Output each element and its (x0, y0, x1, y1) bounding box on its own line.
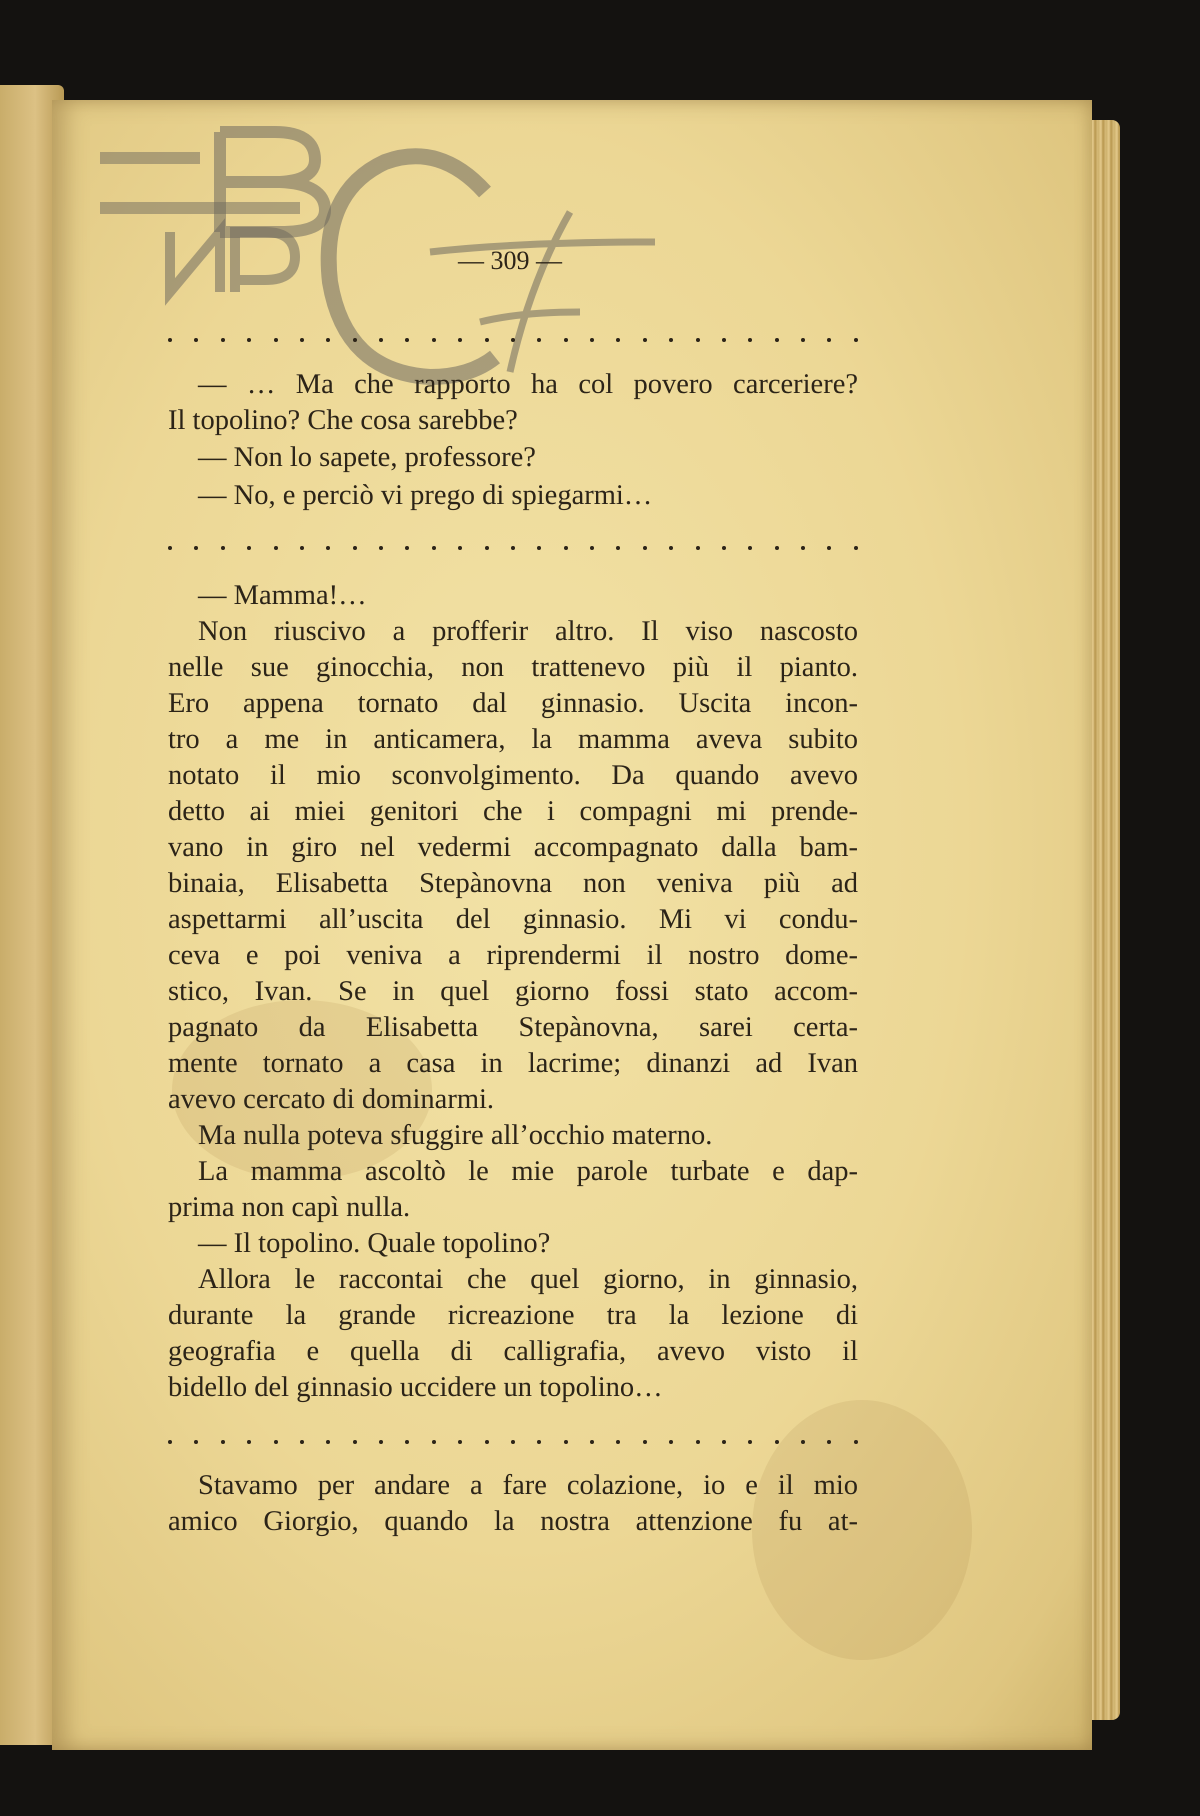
text-line: — Non lo sapete, professore? (198, 442, 536, 473)
text-line: Allora le raccontai che quel giorno, in ginnasio, (198, 1264, 858, 1295)
text-line: pagnato da Elisabetta Stepànovna, sarei certa- (168, 1012, 858, 1043)
text-line: tro a me in anticamera, la mamma aveva subito (168, 724, 858, 755)
text-line: notato il mio sconvolgimento. Da quando avevo (168, 760, 858, 791)
text-line: Ero appena tornato dal ginnasio. Uscita incon- (168, 688, 858, 719)
text-line: stico, Ivan. Se in quel giorno fossi stato accom- (168, 976, 858, 1007)
ellipsis-separator (168, 330, 858, 350)
text-line: aspettarmi all’uscita del ginnasio. Mi vi condu- (168, 904, 858, 935)
text-line: vano in giro nel vedermi accompagnato dalla bam- (168, 832, 858, 863)
text-line: binaia, Elisabetta Stepànovna non veniva più ad (168, 868, 858, 899)
text-line: — … Ma che rapporto ha col povero carceriere? (198, 369, 858, 400)
text-line: detto ai miei genitori che i compagni mi prende- (168, 796, 858, 827)
ellipsis-separator (168, 538, 858, 558)
text-line: Ma nulla poteva sfuggire all’occhio materno. (198, 1120, 713, 1151)
text-line: — Mamma!… (198, 580, 367, 611)
text-line: Il topolino? Che cosa sarebbe? (168, 405, 518, 436)
text-line: La mamma ascoltò le mie parole turbate e dap- (198, 1156, 858, 1187)
text-line: — Il topolino. Quale topolino? (198, 1228, 551, 1259)
text-line: nelle sue ginocchia, non trattenevo più il pianto. (168, 652, 858, 683)
text-line: Stavamo per andare a fare colazione, io e il mio (198, 1470, 858, 1501)
text-line: durante la grande ricreazione tra la lezione di (168, 1300, 858, 1331)
ellipsis-separator (168, 1432, 858, 1452)
text-line: ceva e poi veniva a riprendermi il nostro dome- (168, 940, 858, 971)
text-line: geografia e quella di calligrafia, avevo visto il (168, 1336, 858, 1367)
text-line: Non riuscivo a profferir altro. Il viso nascosto (198, 616, 858, 647)
text-line: amico Giorgio, quando la nostra attenzione fu at- (168, 1506, 858, 1537)
text-line: bidello del ginnasio uccidere un topolino… (168, 1372, 663, 1403)
text-line: avevo cercato di dominarmi. (168, 1084, 495, 1115)
page-number: — 309 — (458, 246, 562, 275)
text-line: mente tornato a casa in lacrime; dinanzi ad Ivan (168, 1048, 858, 1079)
text-line: — No, e perciò vi prego di spiegarmi… (198, 480, 653, 511)
text-line: prima non capì nulla. (168, 1192, 411, 1223)
